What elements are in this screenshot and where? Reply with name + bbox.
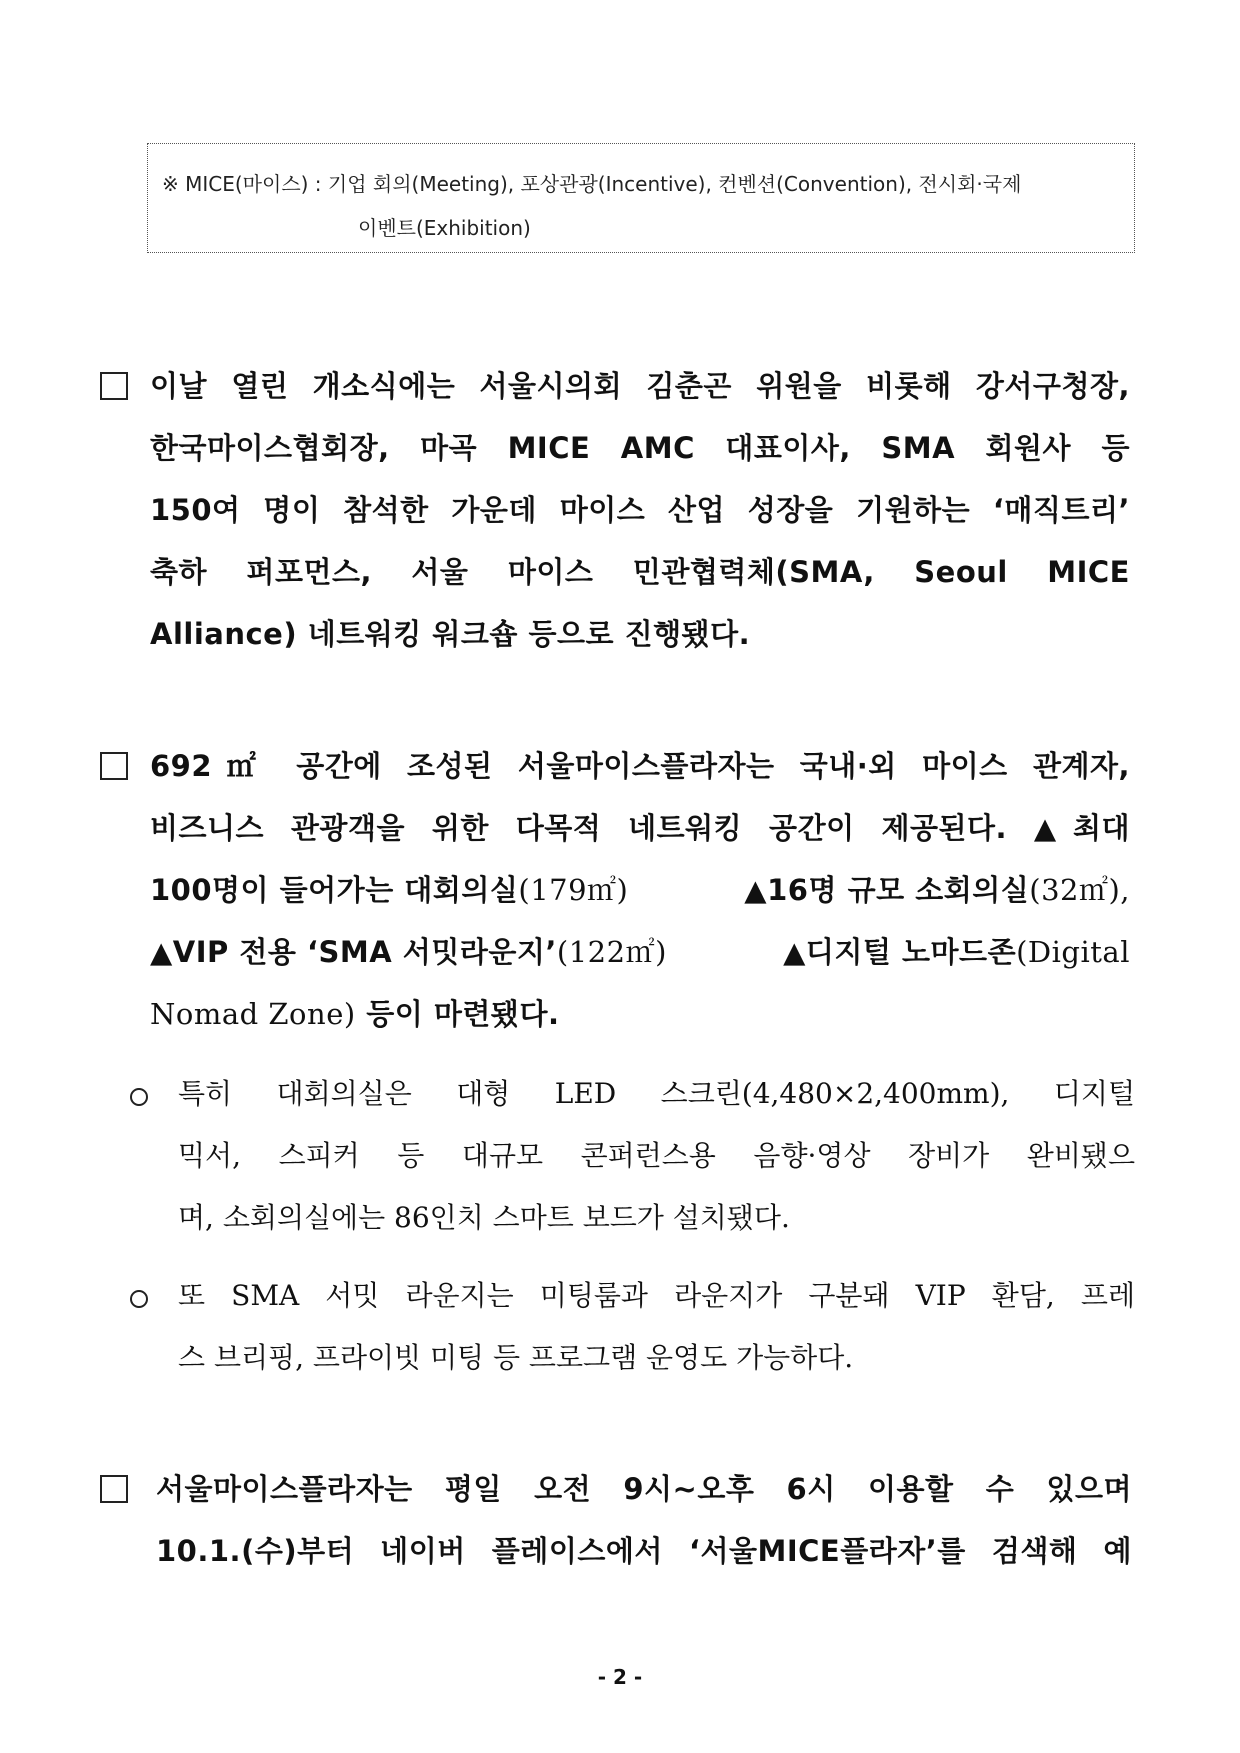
para1-line-1	[150, 364, 1130, 405]
nomad-zone-text: ▲디지털 노마드존	[783, 935, 1017, 969]
sub2-line-1-text: 또 SMA 서밋 라운지는 미팅룸과 라운지가 구분돼 VIP 환담, 프레	[178, 1279, 1135, 1312]
sub2-line-1	[178, 1274, 1135, 1314]
sub1-line-1-text: 특히 대회의실은 대형 LED 스크린(4,480×2,400mm), 디지털	[178, 1077, 1135, 1110]
sub1-line-2	[178, 1134, 1135, 1174]
para2-line-1	[150, 744, 1130, 785]
sub1-line-2-text: 믹서, 스피커 등 대규모 콘퍼런스용 음향·영상 장비가 완비됐으	[178, 1139, 1135, 1172]
square-bullet-icon	[100, 1475, 128, 1503]
sub2-line-2	[178, 1336, 1135, 1376]
para2-line-2	[150, 806, 1130, 847]
note-line-1: ※ MICE(마이스) : 기업 회의(Meeting), 포상관광(Incentive), 컨벤션(Convention), 전시회·국제	[162, 172, 1022, 196]
para3-line-1-text: 서울마이스플라자는 평일 오전 9시~오후 6시 이용할 수 있으며	[156, 1472, 1132, 1506]
para1-line-2	[150, 426, 1130, 467]
para3-line-2-text: 10.1.(수)부터 네이버 플레이스에서 ‘서울MICE플라자’를 검색해 예	[156, 1534, 1132, 1568]
para1-line-3-text: 150여 명이 참석한 가운데 마이스 산업 성장을 기원하는 ‘매직트리’	[150, 493, 1130, 527]
para1-line-5-text: Alliance) 네트워킹 워크숍 등으로 진행됐다.	[150, 617, 751, 651]
page-number: - 2 -	[597, 1665, 643, 1689]
circle-bullet-icon	[130, 1290, 148, 1308]
vip-lounge-text: ▲VIP 전용 ‘SMA 서밋라운지’	[150, 935, 557, 969]
sub1-line-1	[178, 1072, 1135, 1112]
large-meeting-room-text: 100명이 들어가는 대회의실	[150, 873, 519, 907]
sub2-line-2-text: 스 브리핑, 프라이빗 미팅 등 프로그램 운영도 가능하다.	[178, 1341, 854, 1374]
nomad-zone-english-1: (Digital	[1016, 935, 1130, 969]
square-bullet-icon	[100, 372, 128, 400]
para2-line-4	[150, 930, 1130, 971]
para1-line-3	[150, 488, 1130, 529]
para2-line-5	[150, 992, 1130, 1033]
para3-line-1	[156, 1467, 1132, 1508]
small-meeting-room-area: (32㎡),	[1029, 873, 1130, 907]
sub1-line-3	[178, 1196, 1135, 1236]
para1-line-5	[150, 612, 1130, 653]
note-line-2: 이벤트(Exhibition)	[358, 216, 531, 240]
large-meeting-room-area: (179㎡)	[518, 873, 629, 907]
para1-line-4-text: 축하 퍼포먼스, 서울 마이스 민관협력체(SMA, Seoul MICE	[150, 555, 1130, 589]
square-bullet-icon	[100, 752, 128, 780]
para1-line-1-text: 이날 열린 개소식에는 서울시의회 김춘곤 위원을 비롯해 강서구청장,	[150, 369, 1130, 403]
para3-line-2	[156, 1529, 1132, 1570]
definition-note-box	[147, 143, 1135, 253]
circle-bullet-icon	[130, 1088, 148, 1106]
nomad-zone-english-2: Nomad Zone)	[150, 997, 356, 1031]
vip-lounge-area: (122㎡)	[556, 935, 667, 969]
para2-line-3	[150, 868, 1130, 909]
para1-line-4	[150, 550, 1130, 591]
para2-line-1-text: 692㎡ 공간에 조성된 서울마이스플라자는 국내·외 마이스 관계자,	[150, 749, 1130, 783]
para1-line-2-text: 한국마이스협회장, 마곡 MICE AMC 대표이사, SMA 회원사 등	[150, 431, 1130, 465]
para2-line-2-text: 비즈니스 관광객을 위한 다목적 네트워킹 공간이 제공된다. ▲최대	[150, 811, 1130, 845]
sub1-line-3-text: 며, 소회의실에는 86인치 스마트 보드가 설치됐다.	[178, 1201, 790, 1234]
small-meeting-room-text: ▲16명 규모 소회의실	[744, 873, 1030, 907]
para2-closing-text: 등이 마련됐다.	[366, 997, 560, 1031]
